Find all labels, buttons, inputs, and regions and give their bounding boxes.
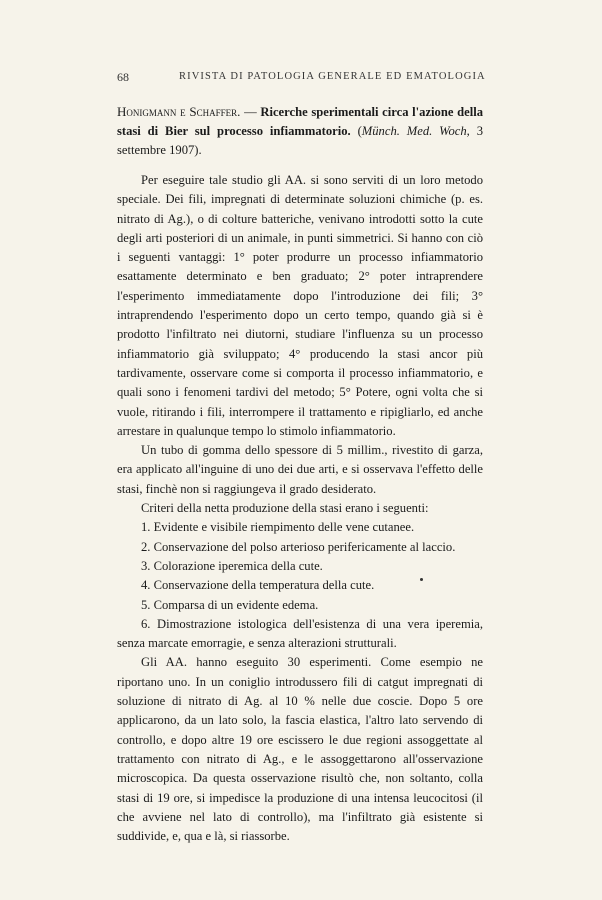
article-body: [117, 102, 483, 846]
criteria-item: 5. Comparsa di un evidente edema.: [141, 597, 319, 612]
criteria-item: 4. Conservazione della temperatura della cute.: [141, 578, 375, 593]
criteria-item: 1. Evidente e visibile riempimento delle vene cutanee.: [141, 520, 415, 535]
paragraph-experiments: Gli AA. hanno eseguito 30 esperimenti. Come esempio ne riportano uno. In un coniglio introdussero fili di catgut impregnati di soluzione di nitrato di Ag. al 10 % nelle due coscie. Dopo 5 ore applicarono, da un lato solo, la fascia elastica, l'altro lato servendo di controllo, e dopo altre 19 ore escissero le due regioni assoggettate al trattamento con nitrato di Ag., e le assoggettarono all'osservazione microscopica. Da questa osservazione risultò che, non soltanto, colla stasi di 19 ore, si impedisce la produzione di una intensa leucocitosi (il che avviene nel lato di controllo), ma l'infiltrato già esistente si suddivide, e, qua e là, si riassorbe.: [117, 655, 483, 844]
citation-journal: Münch. Med. Woch,: [361, 124, 470, 138]
page-number: 68: [117, 70, 129, 84]
criteria-item: 2. Conservazione del polso arterioso perifericamente al laccio.: [141, 539, 456, 554]
article-title: Ricerche sperimentali circa l'azione della stasi di Bier sul processo infiammatorio.: [117, 105, 483, 138]
paragraph-tube: Un tubo di gomma dello spessore di 5 millim., rivestito di garza, era applicato all'inguine di uno dei due arti, e si osservava l'effetto delle stasi, finchè non si raggiungeva il grado desiderato.: [117, 443, 483, 496]
criteria-item: 6. Dimostrazione istologica dell'esistenza di una vera iperemia, senza marcate emorragie, e senza alterazioni strutturali.: [117, 616, 483, 651]
paragraph-method: Per eseguire tale studio gli AA. si sono serviti di un loro metodo speciale. Dei fili, impregnati di determinate soluzioni chimiche (p. es. nitrato di Ag.), o di colture batteriche, venivano introdotti sotto la cute degli arti posteriori di un animale, in punti simmetrici. Si hanno con ciò i seguenti vantaggi: 1° poter produrre un processo infiammatorio esattamente determinato e ben graduato; 2° poter intraprendere l'esperimento immediatamente dopo l'introduzione dei fili; 3° intraprendendo l'esperimento dopo un certo tempo, quando già si è prodotto l'infiltrato nei diutorni, studiare l'influenza su un processo infiammatorio già sviluppato; 4° producendo la stasi ancor più tardivamente, osservare come si comporta il processo infiammatorio, e quali sono i fenomeni tardivi del metodo; 5° Potere, ogni volta che si vuole, ritirando i fili, interrompere il trattamento e ripigliarlo, ed anche arrestare in qualunque tempo lo stimolo infiammatorio.: [117, 173, 483, 438]
paragraph-criteria-intro: Criteri della netta produzione della stasi erano i seguenti:: [141, 501, 429, 516]
citation-date: 3 settembre 1907).: [117, 124, 484, 157]
running-head: [117, 70, 487, 86]
criteria-list: [117, 518, 483, 653]
heading-dash: —: [240, 105, 261, 119]
criteria-item: 3. Colorazione iperemica della cute.: [141, 558, 323, 573]
article-authors: Honigmann e Schaffer.: [117, 104, 241, 119]
journal-running-title: RIVISTA DI PATOLOGIA GENERALE ED EMATOLOGIA: [179, 71, 486, 82]
ink-speck: [420, 578, 423, 581]
article-heading: [117, 102, 483, 160]
citation-open: (: [350, 124, 362, 138]
